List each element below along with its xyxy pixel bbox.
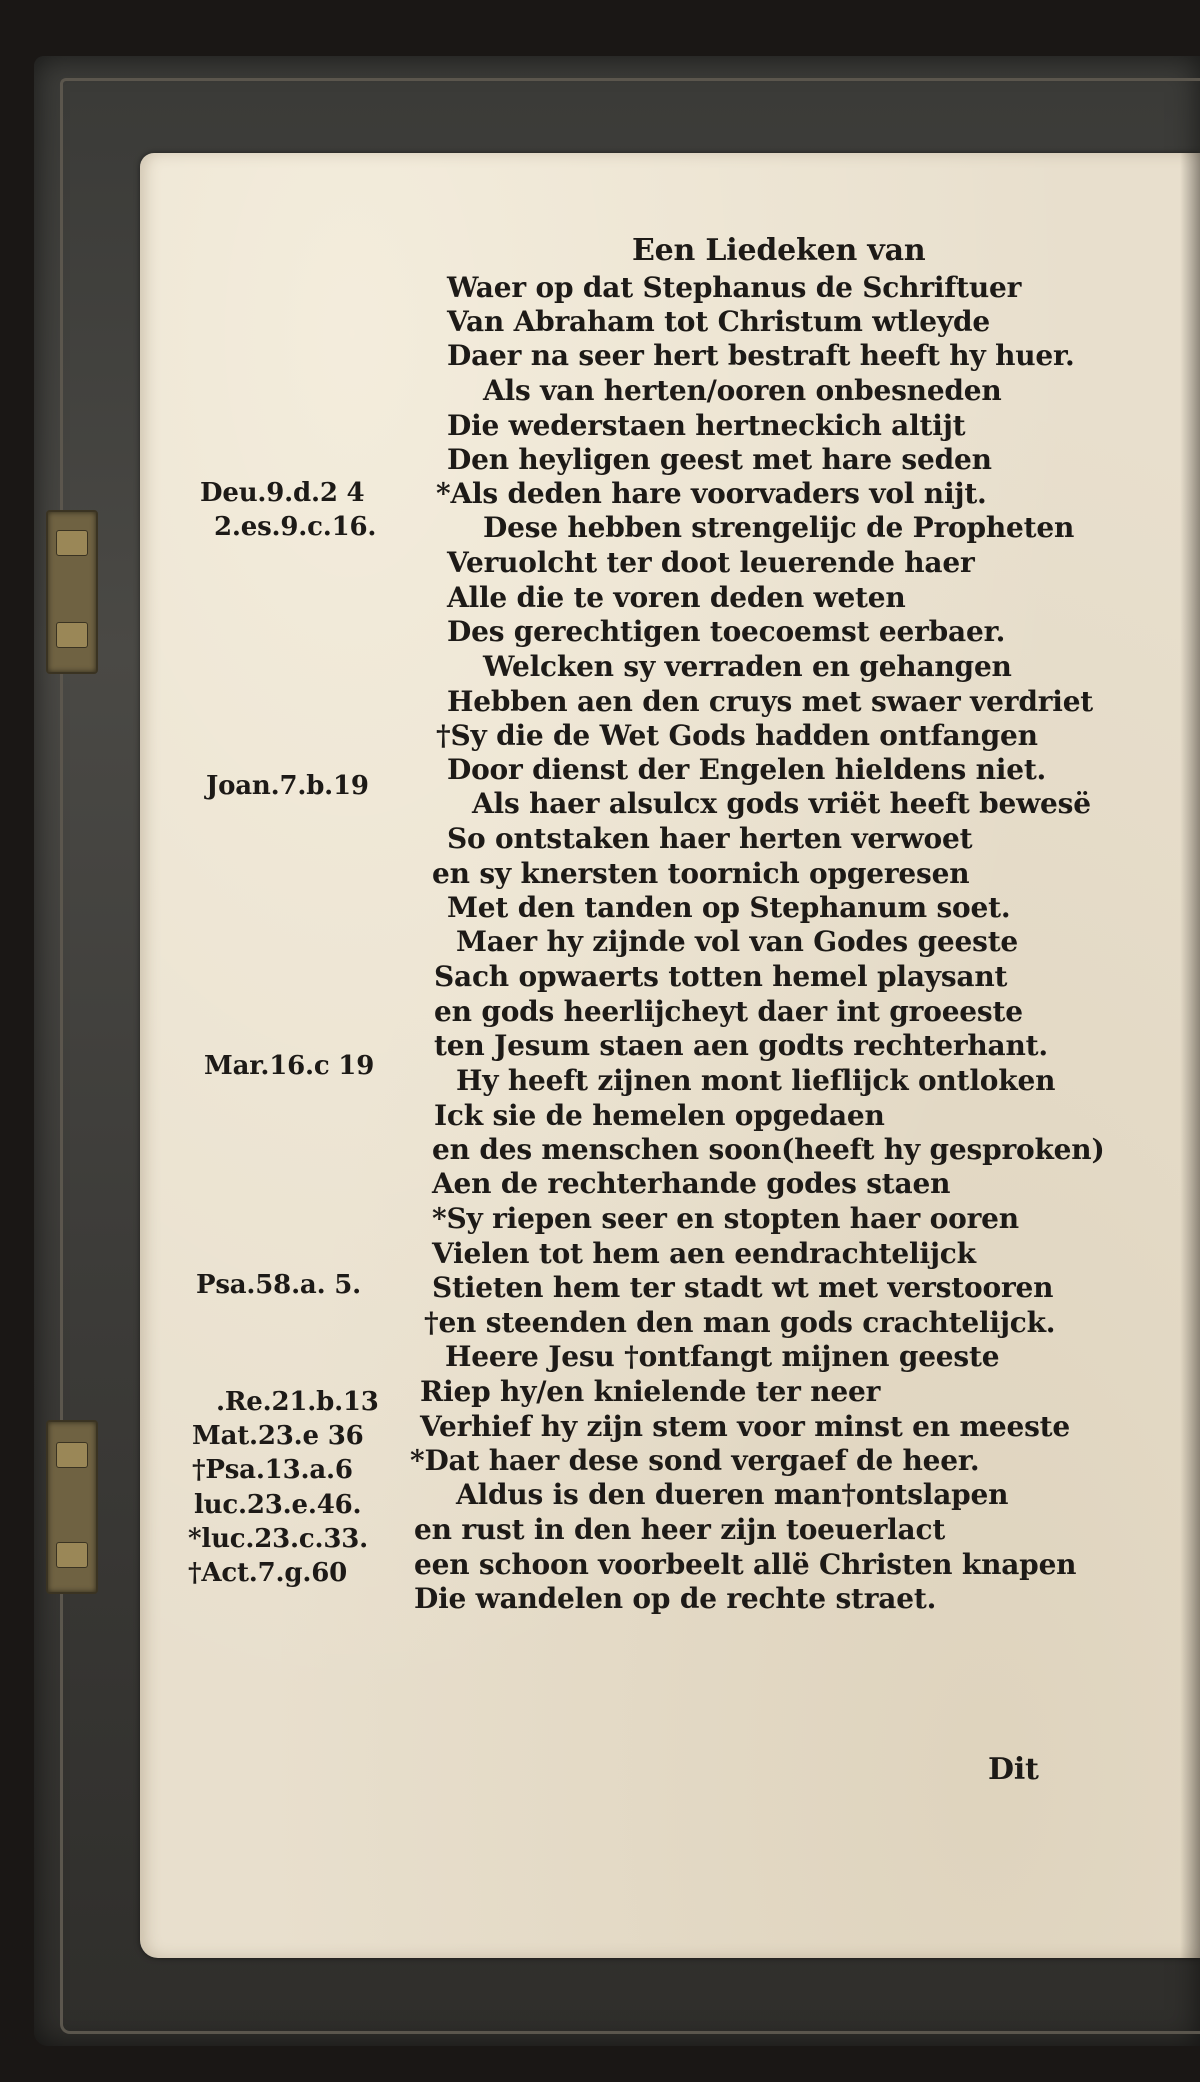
clasp-knob	[56, 530, 88, 556]
margin-reference: *luc.23.c.33.	[188, 1524, 369, 1554]
running-header: Een Liedeken van	[632, 233, 926, 268]
verse-line: Den heyligen geest met hare seden	[447, 443, 992, 476]
margin-reference: .Re.21.b.13	[216, 1387, 379, 1417]
margin-reference: Mar.16.c 19	[204, 1051, 375, 1081]
verse-line: *Sy riepen seer en stopten haer ooren	[432, 1202, 1019, 1235]
verse-line: Hy heeft zijnen mont lieflijck ontloken	[456, 1064, 1056, 1097]
verse-line: een schoon voorbeelt allë Christen knapen	[414, 1548, 1077, 1581]
verse-line: *Als deden hare voorvaders vol nijt.	[436, 477, 987, 510]
clasp-hinge-top	[46, 510, 98, 674]
verse-line: Sach opwaerts totten hemel playsant	[434, 960, 1008, 993]
verse-line: Ick sie de hemelen opgedaen	[434, 1099, 885, 1132]
verse-line: ten Jesum staen aen godts rechterhant.	[434, 1029, 1048, 1062]
verse-line: Aldus is den dueren man†ontslapen	[456, 1478, 1009, 1511]
verse-line: So ontstaken haer herten verwoet	[447, 822, 973, 855]
verse-line: †en steenden den man gods crachtelijck.	[424, 1306, 1056, 1339]
margin-reference: luc.23.e.46.	[194, 1490, 362, 1520]
verse-line: Met den tanden op Stephanum soet.	[447, 891, 1011, 924]
verse-line: Daer na seer hert bestraft heeft hy huer.	[447, 339, 1075, 372]
verse-line: Als van herten/ooren onbesneden	[483, 374, 1002, 407]
verse-line: Die wederstaen hertneckich altijt	[447, 409, 966, 442]
page-gutter-shadow	[1180, 153, 1200, 1958]
verse-line: en rust in den heer zijn toeuerlact	[414, 1513, 946, 1546]
verse-line: Des gerechtigen toecoemst eerbaer.	[447, 615, 1006, 648]
verse-line: Waer op dat Stephanus de Schriftuer	[447, 271, 1022, 304]
clasp-hinge-bottom	[46, 1420, 98, 1594]
clasp-knob	[56, 1542, 88, 1568]
verse-line: Aen de rechterhande godes staen	[432, 1167, 951, 1200]
verse-line: *Dat haer dese sond vergaef de heer.	[410, 1444, 980, 1477]
margin-reference: Joan.7.b.19	[206, 771, 369, 801]
verse-line: †Sy die de Wet Gods hadden ontfangen	[436, 719, 1038, 752]
verse-line: en des menschen soon(heeft hy gesproken)	[432, 1133, 1105, 1166]
verse-line: Van Abraham tot Christum wtleyde	[447, 305, 990, 338]
verse-line: Stieten hem ter stadt wt met verstooren	[432, 1271, 1054, 1304]
margin-reference: †Act.7.g.60	[188, 1558, 348, 1588]
margin-reference: †Psa.13.a.6	[192, 1455, 353, 1485]
verse-line: Door dienst der Engelen hieldens niet.	[447, 753, 1047, 786]
verse-line: Vielen tot hem aen eendrachtelijck	[432, 1237, 976, 1270]
verse-line: Heere Jesu †ontfangt mijnen geeste	[445, 1340, 1000, 1373]
verse-line: Maer hy zijnde vol van Godes geeste	[456, 925, 1019, 958]
verse-line: en gods heerlijcheyt daer int groeeste	[434, 995, 1023, 1028]
verse-line: en sy knersten toornich opgeresen	[432, 857, 970, 890]
margin-reference: Deu.9.d.2 4	[200, 478, 365, 508]
clasp-knob	[56, 1442, 88, 1468]
verse-line: Die wandelen op de rechte straet.	[414, 1582, 937, 1615]
verse-line: Riep hy/en knielende ter neer	[420, 1375, 881, 1408]
verse-line: Verhief hy zijn stem voor minst en meeste	[420, 1410, 1071, 1443]
verse-line: Als haer alsulcx gods vriët heeft bewesë	[472, 787, 1091, 820]
verse-line: Alle die te voren deden weten	[447, 581, 906, 614]
clasp-knob	[56, 622, 88, 648]
catchword: Dit	[988, 1752, 1039, 1787]
margin-reference: 2.es.9.c.16.	[214, 512, 377, 542]
verse-line: Hebben aen den cruys met swaer verdriet	[447, 685, 1094, 718]
margin-reference: Psa.58.a. 5.	[196, 1270, 362, 1300]
verse-line: Dese hebben strengelijc de Propheten	[483, 511, 1075, 544]
verse-line: Welcken sy verraden en gehangen	[483, 650, 1012, 683]
verse-line: Veruolcht ter doot leuerende haer	[447, 546, 975, 579]
margin-reference: Mat.23.e 36	[192, 1421, 364, 1451]
